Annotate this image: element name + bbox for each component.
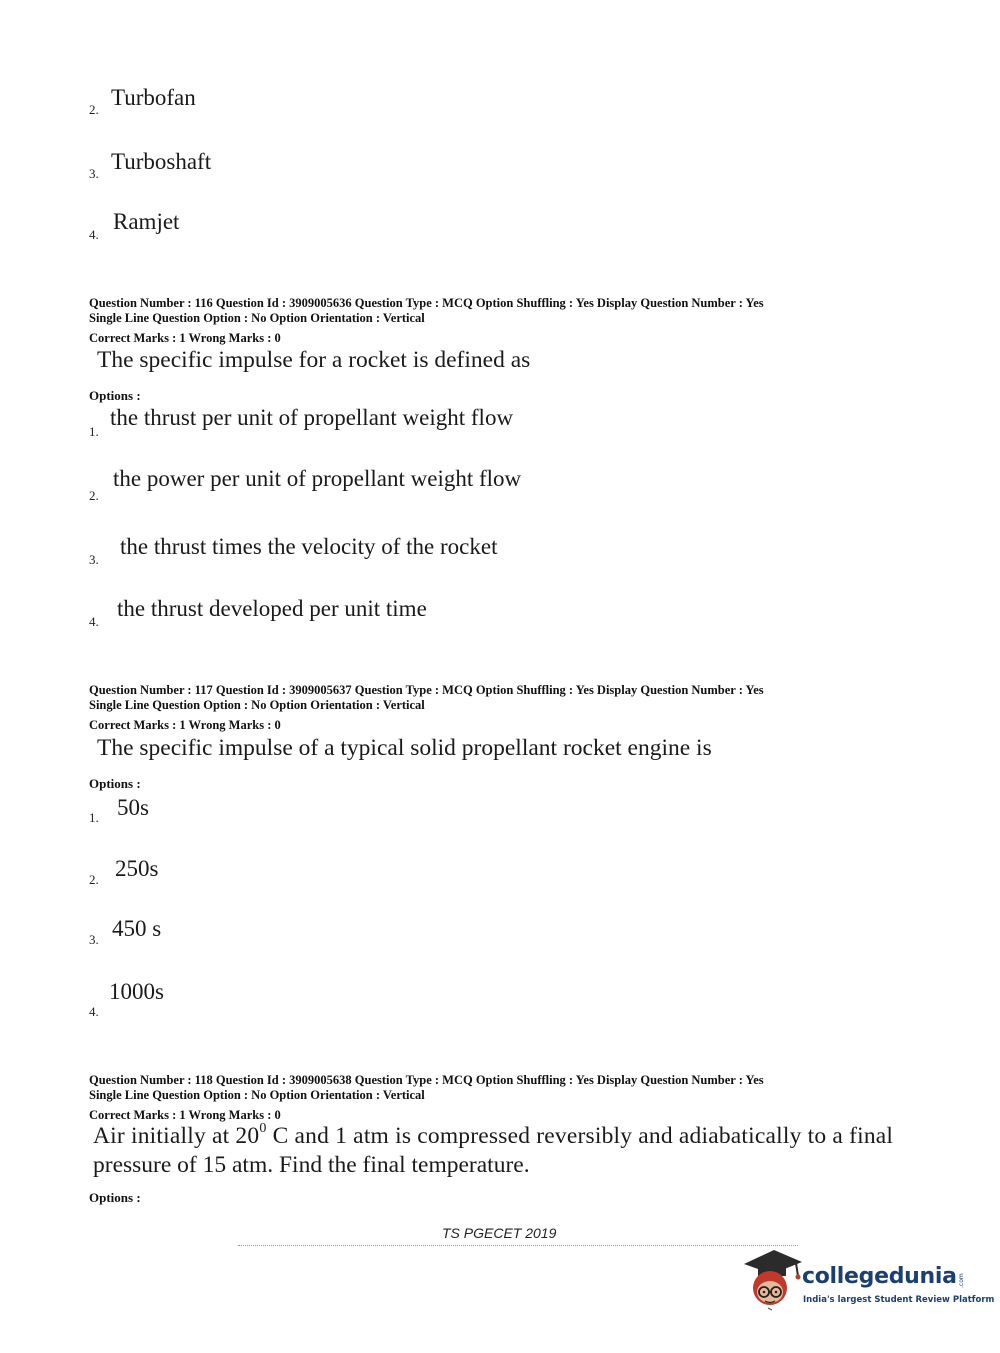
option-number: 3.: [89, 166, 99, 181]
option-number: 1.: [89, 424, 99, 439]
question-text-part: C and 1 atm is compressed reversibly and adiabatically to a final: [266, 1123, 894, 1149]
question-text: The specific impulse of a typical solid propellant rocket engine is: [97, 735, 712, 761]
question-meta: Single Line Question Option : No Option Orientation : Vertical: [89, 698, 425, 712]
option-text: 1000s: [109, 979, 164, 1004]
question-marks: Correct Marks : 1 Wrong Marks : 0: [89, 1108, 281, 1122]
logo-tagline: India's largest Student Review Platform: [803, 1295, 995, 1305]
option-number: 2.: [89, 488, 99, 503]
question-text-line-1: [93, 1123, 893, 1150]
option-text: the thrust developed per unit time: [117, 596, 427, 621]
question-text-line-2: pressure of 15 atm. Find the final temperature.: [93, 1152, 530, 1178]
options-label: Options :: [89, 1190, 141, 1205]
question-text: The specific impulse for a rocket is defined as: [97, 347, 531, 373]
option-number: 4.: [89, 1004, 99, 1019]
options-label: Options :: [89, 776, 141, 791]
question-marks: Correct Marks : 1 Wrong Marks : 0: [89, 331, 281, 345]
option-text: Turboshaft: [111, 149, 212, 174]
option-number: 4.: [89, 614, 99, 629]
option-text: Ramjet: [113, 209, 180, 234]
footer-divider: [238, 1245, 798, 1246]
question-meta: Question Number : 116 Question Id : 3909005636 Question Type : MCQ Option Shuffling : Yes Display Question Number : Yes: [89, 296, 764, 310]
question-meta: Single Line Question Option : No Option Orientation : Vertical: [89, 311, 425, 325]
option-text: 50s: [117, 795, 149, 820]
options-label: Options :: [89, 388, 141, 403]
question-marks: Correct Marks : 1 Wrong Marks : 0: [89, 718, 281, 732]
option-text: the power per unit of propellant weight flow: [113, 466, 522, 491]
option-number: 2.: [89, 872, 99, 887]
question-meta: Single Line Question Option : No Option Orientation : Vertical: [89, 1088, 425, 1102]
degree-superscript: 0: [259, 1121, 267, 1136]
option-text: 450 s: [112, 916, 162, 941]
question-text-part: Air initially at 20: [93, 1123, 260, 1149]
option-text: the thrust per unit of propellant weight flow: [110, 405, 514, 430]
option-text: Turbofan: [111, 85, 196, 110]
option-number: 2.: [89, 102, 99, 117]
option-number: 3.: [89, 932, 99, 947]
mascot-icon: [738, 1246, 804, 1312]
option-number: 3.: [89, 552, 99, 567]
exam-footer-label: TS PGECET 2019: [442, 1225, 557, 1241]
logo-wordmark: collegedunia: [802, 1264, 957, 1289]
option-number: 1.: [89, 810, 99, 825]
question-meta: Question Number : 118 Question Id : 3909005638 Question Type : MCQ Option Shuffling : Yes Display Question Number : Yes: [89, 1073, 764, 1087]
question-meta: Question Number : 117 Question Id : 3909005637 Question Type : MCQ Option Shuffling : Yes Display Question Number : Yes: [89, 683, 764, 697]
option-text: the thrust times the velocity of the rocket: [120, 534, 498, 559]
option-number: 4.: [89, 227, 99, 242]
option-text: 250s: [115, 856, 159, 881]
logo-domain: .com: [958, 1273, 965, 1288]
